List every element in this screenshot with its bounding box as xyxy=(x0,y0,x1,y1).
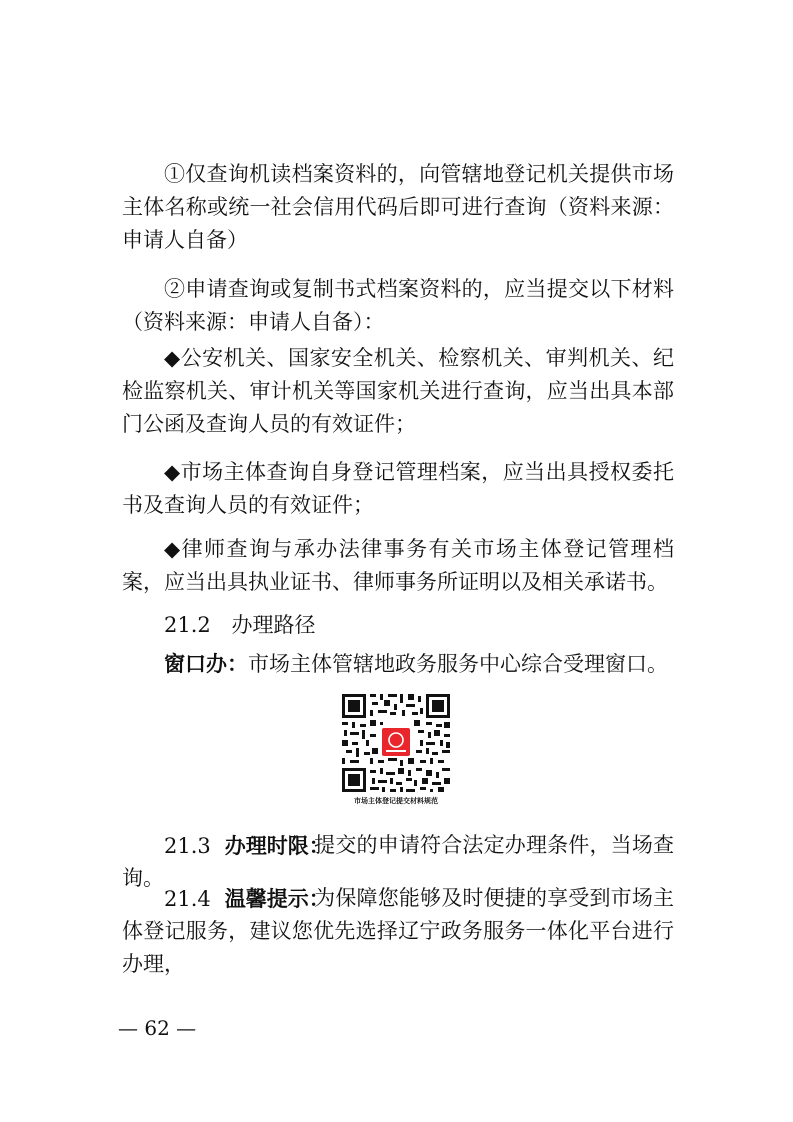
section-label: 办理时限： xyxy=(224,833,330,858)
qr-code-image xyxy=(334,690,458,796)
processing-time-text: 提交的申请符合法定办理条件，当场查询。 xyxy=(122,833,674,890)
qr-caption: 市场主体登记提交材料规范 xyxy=(354,797,438,805)
paragraph-paper-archive-query: ②申请查询或复制书式档案资料的，应当提交以下材料（资料来源：申请人自备）： xyxy=(122,277,674,334)
window-text: 市场主体管辖地政务服务中心综合受理窗口。 xyxy=(248,652,668,676)
section-number: 21.2 xyxy=(164,613,211,637)
bullet-state-agencies: ◆公安机关、国家安全机关、检察机关、审判机关、纪检监察机关、审计机关等国家机关进行查询，应当出具本部门公函及查询人员的有效证件； xyxy=(122,346,674,436)
section-label: 温馨提示： xyxy=(224,886,330,911)
tips-text: 为保障您能够及时便捷的享受到市场主体登记服务，建议您优先选择辽宁政务服务一体化平台进行办理， xyxy=(122,886,674,976)
section-title: 办理路径 xyxy=(231,613,316,637)
section-number: 21.4 xyxy=(164,887,211,911)
bullet-lawyer-query: ◆律师查询与承办法律事务有关市场主体登记管理档案，应当出具执业证书、律师事务所证明以及相关承诺书。 xyxy=(122,537,674,594)
section-number: 21.3 xyxy=(164,834,211,858)
paragraph-machine-readable-query: ①仅查询机读档案资料的，向管辖地登记机关提供市场主体名称或统一社会信用代码后即可进行查询（资料来源：申请人自备） xyxy=(122,162,674,252)
section-heading-21-2 xyxy=(164,609,315,642)
window-label: 窗口办： xyxy=(164,651,248,676)
window-service-line xyxy=(164,647,668,681)
page-number: — 62 — xyxy=(118,1016,197,1040)
bullet-self-query: ◆市场主体查询自身登记管理档案，应当出具授权委托书及查询人员的有效证件； xyxy=(122,460,674,517)
qr-code-block xyxy=(334,690,458,810)
section-21-4-text xyxy=(122,882,674,981)
